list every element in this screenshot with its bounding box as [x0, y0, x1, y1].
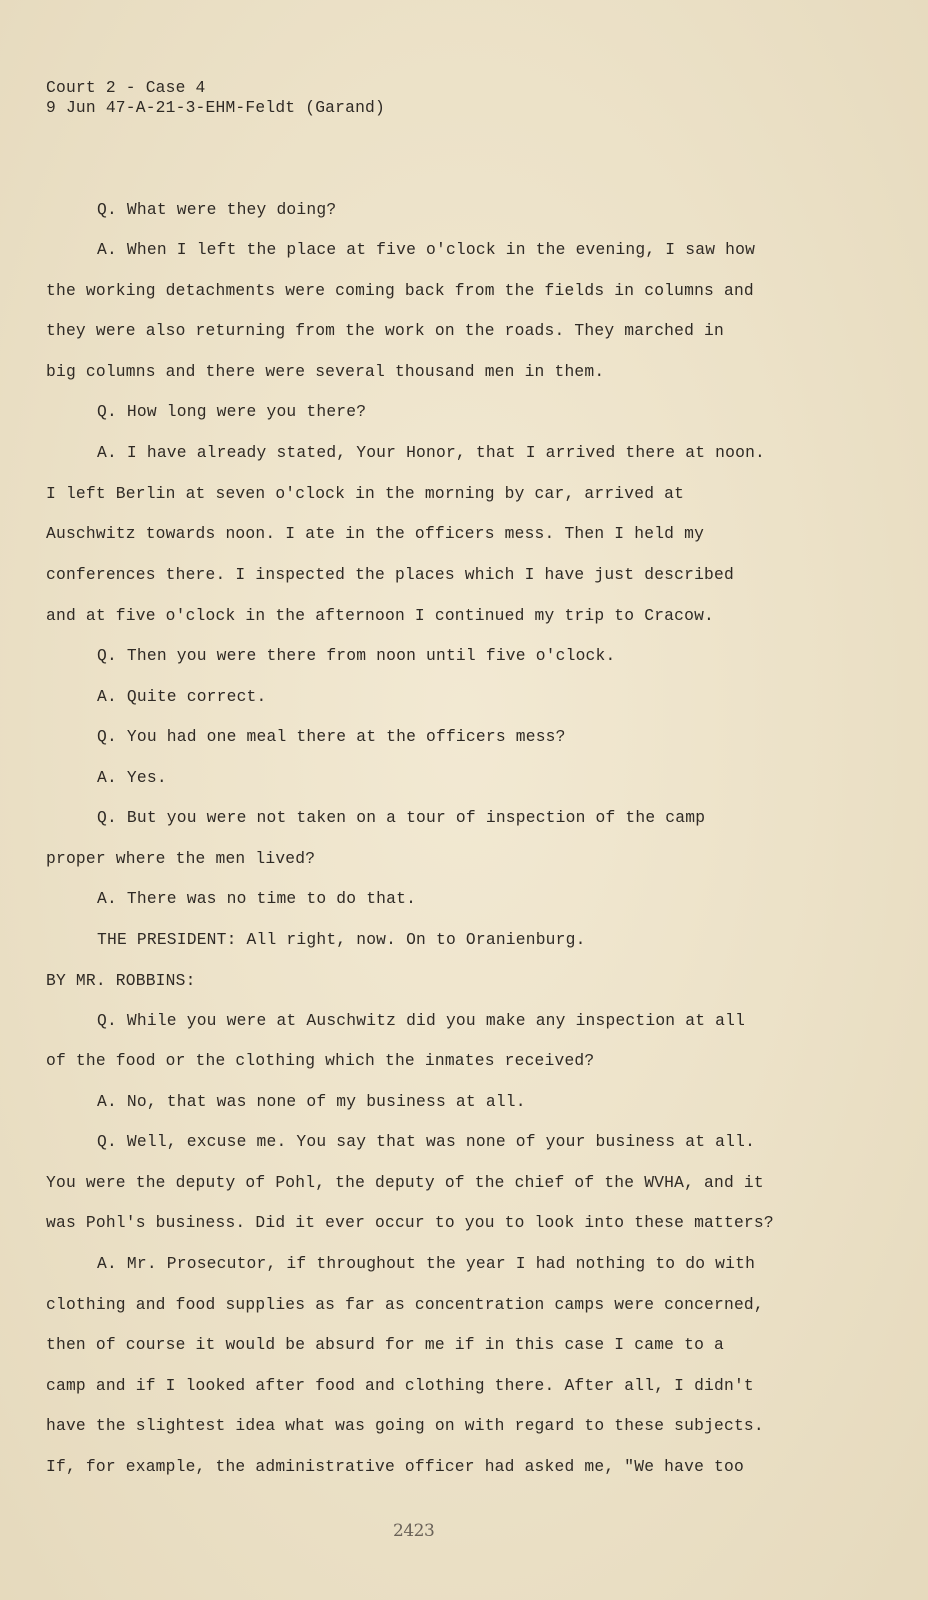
transcript-line: A. When I left the place at five o'clock in the evening, I saw how: [97, 240, 756, 259]
transcript-line: If, for example, the administrative officer had asked me, "We have too: [46, 1457, 744, 1476]
transcript-line: conferences there. I inspected the places which I have just described: [46, 565, 734, 584]
transcript-line: proper where the men lived?: [46, 849, 316, 868]
transcript-line: clothing and food supplies as far as concentration camps were concerned,: [46, 1295, 764, 1314]
page-number: 2423: [393, 1521, 435, 1541]
transcript-line: A. No, that was none of my business at all.: [97, 1092, 526, 1111]
transcript-line: You were the deputy of Pohl, the deputy of the chief of the WVHA, and it: [46, 1173, 764, 1192]
transcript-line: of the food or the clothing which the inmates received?: [46, 1051, 595, 1070]
transcript-line: Q. While you were at Auschwitz did you make any inspection at all: [97, 1011, 746, 1030]
transcript-line: Q. Well, excuse me. You say that was none of your business at all.: [97, 1132, 756, 1151]
transcript-line: Q. You had one meal there at the officers mess?: [97, 727, 566, 746]
transcript-line: A. Mr. Prosecutor, if throughout the year I had nothing to do with: [97, 1254, 756, 1273]
transcript-line: Q. But you were not taken on a tour of inspection of the camp: [97, 808, 706, 827]
transcript-line: A. Quite correct.: [97, 687, 267, 706]
transcript-line: Q. How long were you there?: [97, 402, 367, 421]
header-session-info: 9 Jun 47-A-21-3-EHM-Feldt (Garand): [46, 98, 385, 117]
transcript-line: the working detachments were coming back from the fields in columns and: [46, 281, 754, 300]
speaker-heading: BY MR. ROBBINS:: [46, 971, 196, 990]
transcript-line: they were also returning from the work on the roads. They marched in: [46, 321, 724, 340]
transcript-line: A. I have already stated, Your Honor, that I arrived there at noon.: [97, 443, 766, 462]
transcript-line: THE PRESIDENT: All right, now. On to Oranienburg.: [97, 930, 586, 949]
transcript-line: then of course it would be absurd for me if in this case I came to a: [46, 1335, 724, 1354]
transcript-line: camp and if I looked after food and clothing there. After all, I didn't: [46, 1376, 754, 1395]
transcript-line: I left Berlin at seven o'clock in the morning by car, arrived at: [46, 484, 685, 503]
transcript-line: Auschwitz towards noon. I ate in the officers mess. Then I held my: [46, 524, 705, 543]
transcript-line: Q. What were they doing?: [97, 200, 337, 219]
transcript-line: was Pohl's business. Did it ever occur to you to look into these matters?: [46, 1213, 774, 1232]
transcript-line: have the slightest idea what was going on with regard to these subjects.: [46, 1416, 764, 1435]
transcript-line: A. There was no time to do that.: [97, 889, 417, 908]
transcript-line: A. Yes.: [97, 768, 167, 787]
transcript-line: Q. Then you were there from noon until five o'clock.: [97, 646, 616, 665]
header-court-case: Court 2 - Case 4: [46, 78, 206, 97]
transcript-line: and at five o'clock in the afternoon I continued my trip to Cracow.: [46, 606, 715, 625]
transcript-line: big columns and there were several thousand men in them.: [46, 362, 605, 381]
